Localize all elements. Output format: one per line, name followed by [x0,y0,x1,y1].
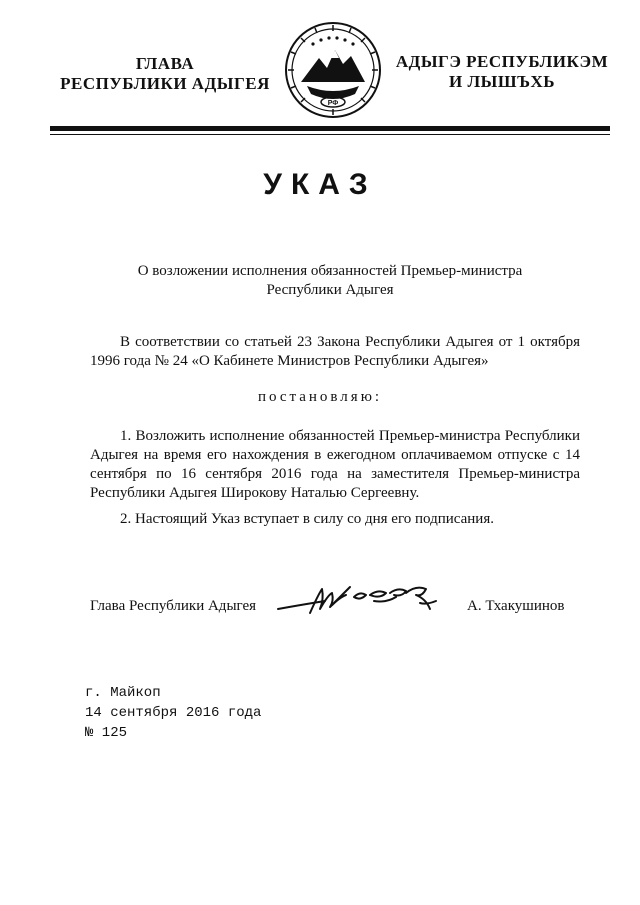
header-right-line2: И ЛЫШЪХЬ [448,72,556,91]
header-left-line2: РЕСПУБЛИКИ АДЫГЕЯ [60,74,270,93]
subject-line1: О возложении исполнения обязанностей Премьер-министра [137,263,523,279]
footer-number: № 125 [85,725,128,741]
footer-city: г. Майкоп [85,685,161,701]
header-left [40,54,290,94]
emblem-text: РФ [327,100,339,107]
signatory-name: А. Тхакушинов [467,598,565,614]
header-left-line1: ГЛАВА [135,54,195,73]
header-rule-thick [50,126,610,131]
handwritten-signature-icon [270,575,445,625]
decree-item-2: 2. Настоящий Указ вступает в силу со дня его подписания. [120,511,494,527]
decree-word: постановляю: [257,389,383,405]
header-right [392,52,612,92]
document-title: УКАЗ [263,168,377,201]
preamble-paragraph: В соответствии со статьей 23 Закона Республики Адыгея от 1 октября 1996 года № 24 «О Кабинете Министров Республики Адыгея» [90,334,580,369]
decree-item-1: 1. Возложить исполнение обязанностей Премьер-министра Республики Адыгея на время его нахождения в ежегодном оплачиваемом отпуске с 14 сентября по 16 сентября 2016 года на заместителя Премьер-министра Республики Адыгея Широкову Наталью Сергеевну. [90,428,580,501]
subject-line2: Республики Адыгея [266,282,394,298]
signatory-position: Глава Республики Адыгея [90,598,257,614]
coat-of-arms-icon [283,20,383,120]
footer-date: 14 сентября 2016 года [85,705,262,721]
header-rule-thin [50,134,610,135]
header-right-line1: АДЫГЭ РЕСПУБЛИКЭМ [395,52,609,71]
document-subject [100,262,560,300]
